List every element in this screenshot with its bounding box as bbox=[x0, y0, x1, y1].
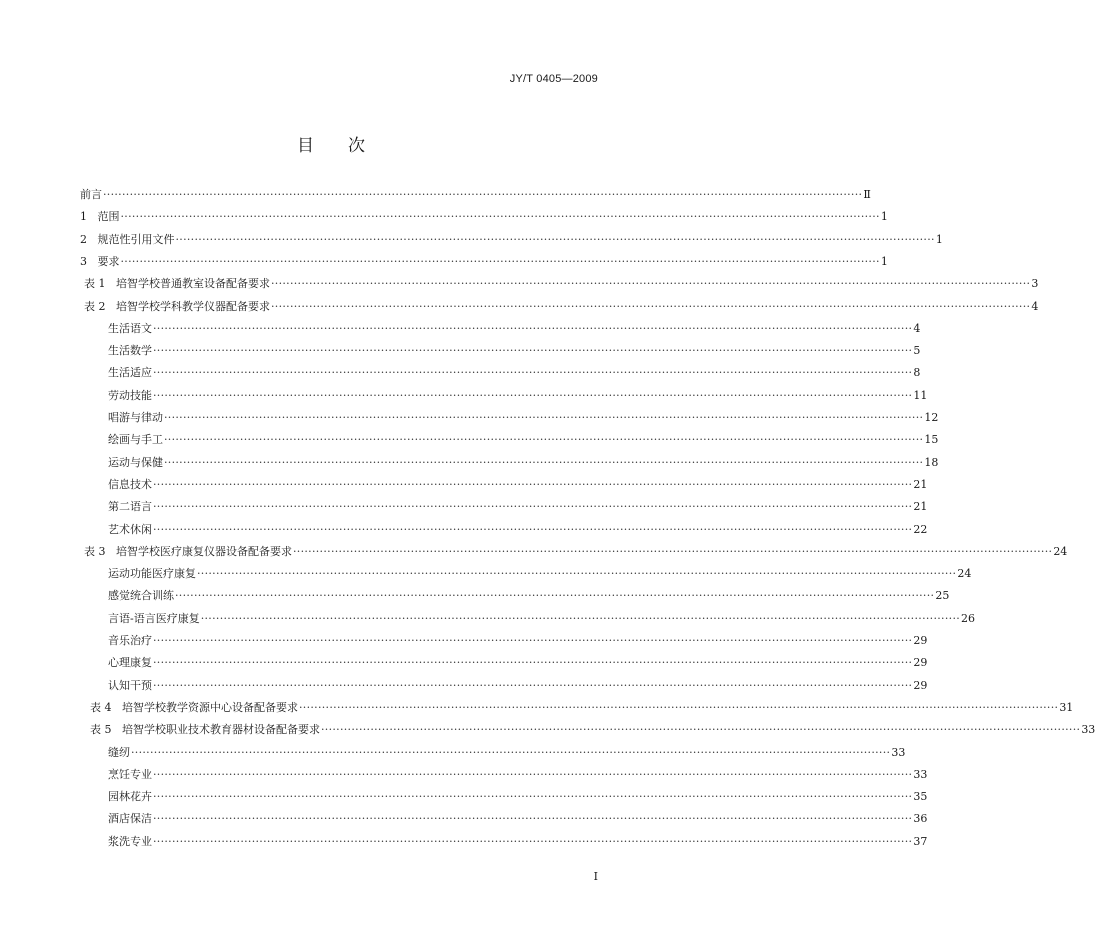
toc-entry-label: 唱游与律动 bbox=[108, 411, 163, 424]
toc-leader-dots: ········································································································································································································ bbox=[153, 321, 913, 335]
toc-entry-page: 24 bbox=[957, 567, 972, 581]
toc-leader-dots: ········································································································································································································ bbox=[153, 767, 913, 781]
toc-entry-page: 12 bbox=[924, 411, 939, 424]
toc-entry-label: 艺术休闲 bbox=[108, 522, 152, 536]
toc-entry-label: 前言 bbox=[80, 188, 102, 201]
toc-entry-label: 1 范围 bbox=[80, 210, 120, 224]
toc-entry-page: 3 bbox=[1031, 277, 1039, 291]
toc-entry[interactable] bbox=[108, 387, 928, 403]
toc-entry-page: 11 bbox=[913, 388, 928, 402]
toc-entry-page: 29 bbox=[913, 678, 928, 692]
toc-entry-page: 22 bbox=[913, 522, 928, 536]
toc-leader-dots: ········································································································································································································ bbox=[270, 299, 1031, 313]
toc-entry[interactable] bbox=[108, 766, 928, 782]
toc-entry-label: 心理康复 bbox=[108, 656, 152, 670]
toc-entry[interactable] bbox=[108, 744, 906, 760]
toc-entry-label: 缝纫 bbox=[108, 745, 130, 759]
toc-entry-page: 37 bbox=[913, 834, 928, 848]
toc-entry-label: 2 规范性引用文件 bbox=[80, 232, 175, 246]
toc-leader-dots: ········································································································································································································ bbox=[153, 678, 913, 692]
toc-entry[interactable] bbox=[108, 788, 928, 804]
toc-entry-label: 劳动技能 bbox=[108, 388, 152, 402]
toc-entry-label: 生活语文 bbox=[108, 321, 152, 335]
toc-entry-label: 表 2 培智学校学科教学仪器配备要求 bbox=[84, 299, 270, 313]
footer-page-number: I bbox=[593, 870, 598, 883]
toc-entry-page: 33 bbox=[891, 745, 906, 759]
toc-entry-page: Ⅱ bbox=[863, 188, 871, 201]
toc-entry-label: 第二语言 bbox=[108, 500, 152, 514]
toc-entry[interactable] bbox=[108, 632, 928, 648]
toc-entry-label: 认知干预 bbox=[108, 678, 152, 692]
toc-leader-dots: ········································································································································································································ bbox=[153, 500, 913, 514]
toc-entry-page: 33 bbox=[1081, 723, 1095, 737]
toc-entry[interactable] bbox=[108, 587, 950, 603]
toc-leader-dots: ········································································································································································································ bbox=[200, 611, 961, 625]
toc-leader-dots: ········································································································································································································ bbox=[292, 544, 1053, 558]
toc-entry-label: 感觉统合训练 bbox=[108, 589, 174, 603]
toc-entry-label: 酒店保洁 bbox=[108, 812, 152, 826]
toc-entry-page: 26 bbox=[961, 611, 976, 625]
toc-entry-page: 1 bbox=[880, 254, 888, 268]
toc-leader-dots: ········································································································································································································ bbox=[175, 232, 935, 246]
toc-entry[interactable] bbox=[80, 186, 871, 202]
toc-entry[interactable] bbox=[108, 342, 921, 358]
toc-entry-page: 35 bbox=[913, 790, 928, 804]
toc-leader-dots: ········································································································································································································ bbox=[175, 589, 935, 603]
toc-entry[interactable] bbox=[108, 431, 939, 447]
toc-entry-page: 5 bbox=[913, 344, 921, 358]
toc-leader-dots: ········································································································································································································ bbox=[197, 567, 957, 581]
toc-entry[interactable] bbox=[108, 810, 928, 826]
toc-entry-label: 浆洗专业 bbox=[108, 834, 152, 848]
toc-leader-dots: ········································································································································································································ bbox=[164, 455, 924, 469]
toc-leader-dots: ········································································································································································································ bbox=[153, 790, 913, 804]
toc-entry-label: 言语-语言医疗康复 bbox=[108, 611, 200, 625]
toc-entry[interactable] bbox=[108, 320, 921, 336]
toc-entry-page: 4 bbox=[913, 321, 921, 335]
toc-leader-dots: ········································································································································································································ bbox=[153, 834, 913, 848]
toc-entry-label: 生活适应 bbox=[108, 366, 152, 380]
toc-entry[interactable] bbox=[108, 364, 921, 380]
toc-leader-dots: ········································································································································································································ bbox=[320, 723, 1081, 737]
toc-leader-dots: ········································································································································································································ bbox=[131, 745, 891, 759]
toc-leader-dots: ········································································································································································································ bbox=[164, 411, 924, 424]
toc-entry-label: 3 要求 bbox=[80, 254, 120, 268]
toc-leader-dots: ········································································································································································································ bbox=[164, 433, 924, 447]
toc-entry[interactable] bbox=[108, 677, 928, 693]
toc-leader-dots: ········································································································································································································ bbox=[298, 700, 1059, 714]
toc-entry[interactable] bbox=[80, 231, 943, 247]
toc-entry-page: 1 bbox=[935, 232, 943, 246]
toc-entry-label: 表 4 培智学校教学资源中心设备配备要求 bbox=[90, 700, 298, 714]
toc-leader-dots: ········································································································································································································ bbox=[270, 277, 1031, 291]
toc-entry-page: 18 bbox=[924, 455, 939, 469]
toc-leader-dots: ········································································································································································································ bbox=[153, 812, 913, 826]
toc-entry-label: 运动功能医疗康复 bbox=[108, 567, 196, 581]
toc-leader-dots: ········································································································································································································ bbox=[120, 210, 880, 224]
toc-entry[interactable] bbox=[90, 699, 1074, 715]
toc-leader-dots: ········································································································································································································ bbox=[153, 656, 913, 670]
toc-entry-page: 29 bbox=[913, 634, 928, 647]
toc-entry-page: 1 bbox=[880, 210, 888, 224]
toc-entry-label: 绘画与手工 bbox=[108, 433, 163, 447]
toc-leader-dots: ········································································································································································································ bbox=[120, 254, 880, 268]
toc-entry[interactable] bbox=[84, 543, 1068, 559]
toc-entry[interactable] bbox=[90, 721, 1095, 737]
toc-entry[interactable] bbox=[108, 454, 939, 470]
toc-entry[interactable] bbox=[108, 498, 928, 514]
toc-entry-page: 33 bbox=[913, 767, 928, 781]
page-title: 目次 bbox=[297, 136, 399, 156]
toc-entry-label: 信息技术 bbox=[108, 477, 152, 491]
toc-entry-page: 31 bbox=[1059, 700, 1074, 714]
toc-entry-label: 园林花卉 bbox=[108, 790, 152, 804]
toc-leader-dots: ········································································································································································································ bbox=[153, 344, 913, 358]
toc-leader-dots: ········································································································································································································ bbox=[153, 366, 913, 380]
toc-entry[interactable] bbox=[108, 565, 972, 581]
toc-entry[interactable] bbox=[80, 208, 888, 224]
standard-code: JY/T 0405—2009 bbox=[509, 73, 598, 85]
toc-entry-page: 21 bbox=[913, 500, 928, 514]
toc-entry[interactable] bbox=[108, 476, 928, 492]
toc-entry-page: 25 bbox=[935, 589, 950, 603]
toc-entry-label: 烹饪专业 bbox=[108, 767, 152, 781]
toc-entry-label: 音乐治疗 bbox=[108, 634, 152, 647]
toc-entry[interactable] bbox=[108, 409, 939, 425]
toc-leader-dots: ········································································································································································································ bbox=[153, 477, 913, 491]
toc-leader-dots: ········································································································································································································ bbox=[103, 188, 863, 201]
toc-entry-page: 21 bbox=[913, 477, 928, 491]
toc-entry-page: 4 bbox=[1031, 299, 1039, 313]
toc-entry-page: 29 bbox=[913, 656, 928, 670]
toc-entry[interactable] bbox=[108, 610, 976, 626]
toc-entry[interactable] bbox=[80, 253, 888, 269]
toc-entry-page: 36 bbox=[913, 812, 928, 826]
toc-leader-dots: ········································································································································································································ bbox=[153, 634, 913, 647]
toc-entry-label: 生活数学 bbox=[108, 344, 152, 358]
toc-leader-dots: ········································································································································································································ bbox=[153, 388, 913, 402]
toc-entry-label: 表 1 培智学校普通教室设备配备要求 bbox=[84, 277, 270, 291]
toc-entry-label: 运动与保健 bbox=[108, 455, 163, 469]
toc-entry[interactable] bbox=[84, 275, 1039, 291]
toc-entry-page: 8 bbox=[913, 366, 921, 380]
toc-entry-label: 表 3 培智学校医疗康复仪器设备配备要求 bbox=[84, 544, 292, 558]
toc-entry[interactable] bbox=[108, 654, 928, 670]
toc-leader-dots: ········································································································································································································ bbox=[153, 522, 913, 536]
toc-entry[interactable] bbox=[108, 521, 928, 537]
toc-entry[interactable] bbox=[108, 833, 928, 849]
toc-entry-label: 表 5 培智学校职业技术教育器材设备配备要求 bbox=[90, 723, 320, 737]
toc-entry-page: 24 bbox=[1053, 544, 1068, 558]
toc-entry-page: 15 bbox=[924, 433, 939, 447]
toc-entry[interactable] bbox=[84, 298, 1039, 314]
